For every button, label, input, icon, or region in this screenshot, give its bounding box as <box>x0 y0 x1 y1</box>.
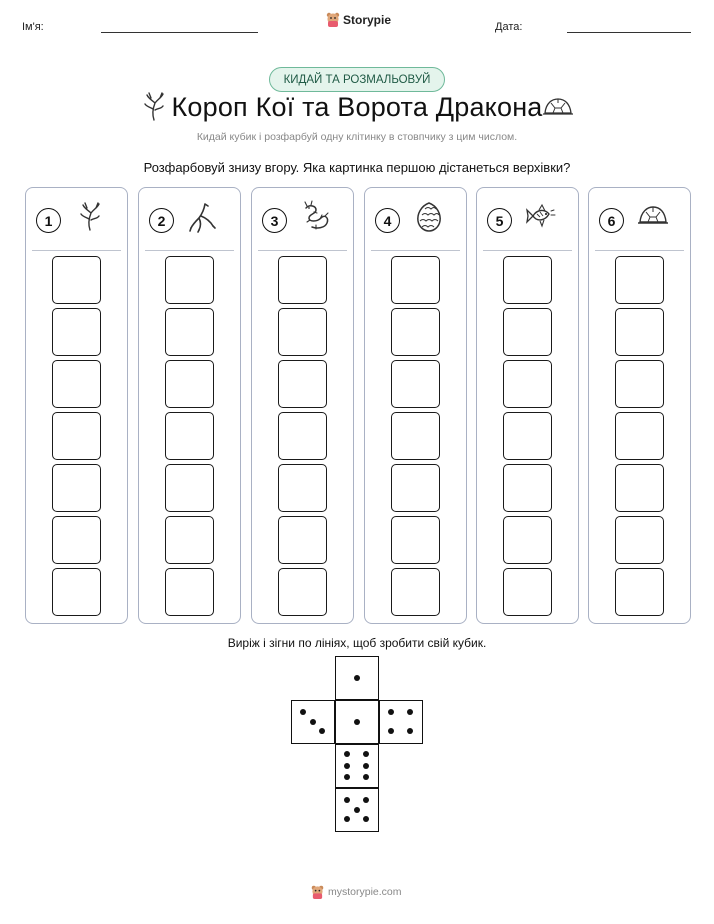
die-pip <box>300 709 306 715</box>
column-divider <box>32 250 121 251</box>
die-face-1 <box>335 656 379 700</box>
color-cell[interactable] <box>503 412 552 460</box>
die-pip <box>344 751 350 757</box>
die-pip <box>407 728 413 734</box>
column-header <box>26 188 127 250</box>
game-instruction: Розфарбовуй знизу вгору. Яка картинка першою дістанеться верхівки? <box>143 160 571 175</box>
column-number: 3 <box>262 208 287 233</box>
color-cell[interactable] <box>503 568 552 616</box>
color-cell[interactable] <box>165 412 214 460</box>
color-cell[interactable] <box>165 516 214 564</box>
column-number: 1 <box>36 208 61 233</box>
die-pip <box>319 728 325 734</box>
bear-mascot-icon <box>311 885 324 899</box>
color-cell[interactable] <box>615 360 664 408</box>
color-cell[interactable] <box>278 360 327 408</box>
dragon-icon <box>299 200 333 239</box>
color-cell[interactable] <box>615 568 664 616</box>
color-cell[interactable] <box>52 308 101 356</box>
column-divider <box>145 250 234 251</box>
die-face-3 <box>291 700 335 744</box>
dragon-claw-icon <box>186 200 220 239</box>
color-cell[interactable] <box>52 464 101 512</box>
column-number: 4 <box>375 208 400 233</box>
die-pip <box>388 728 394 734</box>
color-cell[interactable] <box>503 308 552 356</box>
column-2 <box>138 187 241 624</box>
color-cell[interactable] <box>615 464 664 512</box>
page-subtitle: Кидай кубик і розфарбуй одну клітинку в стовпчику з цим числом. <box>196 131 518 143</box>
die-pip <box>344 797 350 803</box>
die-pip <box>354 719 360 725</box>
color-cell[interactable] <box>615 256 664 304</box>
color-cell[interactable] <box>52 256 101 304</box>
column-divider <box>371 250 460 251</box>
color-cell[interactable] <box>52 360 101 408</box>
column-divider <box>595 250 684 251</box>
column-header <box>589 188 690 250</box>
color-cell[interactable] <box>165 568 214 616</box>
color-cell[interactable] <box>503 360 552 408</box>
footer-url[interactable]: mystorypie.com <box>328 886 402 898</box>
date-label: Дата: <box>495 21 523 33</box>
page-title: Короп Кої та Ворота Дракона <box>171 92 543 122</box>
color-cell[interactable] <box>165 256 214 304</box>
footer <box>311 885 402 899</box>
die-pip <box>344 774 350 780</box>
color-cell[interactable] <box>615 516 664 564</box>
date-line[interactable] <box>567 32 691 33</box>
color-cell[interactable] <box>52 412 101 460</box>
name-line[interactable] <box>101 32 258 33</box>
column-number: 5 <box>487 208 512 233</box>
color-cell[interactable] <box>165 464 214 512</box>
color-cell[interactable] <box>52 568 101 616</box>
die-face-1 <box>335 700 379 744</box>
cut-instruction: Виріж і зігни по лініях, щоб зробити свій кубик. <box>227 636 487 650</box>
color-cell[interactable] <box>503 516 552 564</box>
color-cell[interactable] <box>615 308 664 356</box>
color-cell[interactable] <box>391 516 440 564</box>
column-divider <box>483 250 572 251</box>
deer-antler-icon <box>73 200 107 239</box>
color-cell[interactable] <box>391 360 440 408</box>
color-cell[interactable] <box>165 308 214 356</box>
dragon-scale-icon <box>412 200 446 239</box>
column-header <box>365 188 466 250</box>
die-pip <box>363 774 369 780</box>
color-cell[interactable] <box>391 412 440 460</box>
color-cell[interactable] <box>503 464 552 512</box>
die-pip <box>344 816 350 822</box>
color-cell[interactable] <box>615 412 664 460</box>
die-pip <box>363 797 369 803</box>
column-4 <box>364 187 467 624</box>
bear-mascot-icon <box>326 12 340 27</box>
die-pip <box>354 675 360 681</box>
brand-name: Storypie <box>343 12 392 27</box>
die-pip <box>363 816 369 822</box>
color-cell[interactable] <box>391 256 440 304</box>
color-cell[interactable] <box>278 308 327 356</box>
die-pip <box>344 763 350 769</box>
die-pip <box>407 709 413 715</box>
die-face-5 <box>335 788 379 832</box>
die-pip <box>363 751 369 757</box>
column-divider <box>258 250 347 251</box>
column-number: 6 <box>599 208 624 233</box>
turtle-shell-icon <box>636 200 670 239</box>
die-face-6 <box>335 744 379 788</box>
column-header <box>477 188 578 250</box>
color-cell[interactable] <box>503 256 552 304</box>
brand-logo <box>326 12 391 27</box>
color-cell[interactable] <box>52 516 101 564</box>
activity-badge: КИДАЙ ТА РОЗМАЛЬОВУЙ <box>269 67 445 92</box>
color-cell[interactable] <box>278 464 327 512</box>
color-cell[interactable] <box>391 568 440 616</box>
color-cell[interactable] <box>165 360 214 408</box>
die-pip <box>310 719 316 725</box>
color-cell[interactable] <box>278 412 327 460</box>
column-6 <box>588 187 691 624</box>
name-label: Ім'я: <box>22 21 44 33</box>
color-cell[interactable] <box>391 464 440 512</box>
color-cell[interactable] <box>391 308 440 356</box>
die-pip <box>388 709 394 715</box>
goldfish-icon <box>524 200 558 239</box>
column-header <box>139 188 240 250</box>
column-number: 2 <box>149 208 174 233</box>
color-cell[interactable] <box>278 568 327 616</box>
die-face-4 <box>379 700 423 744</box>
turtle-shell-icon <box>542 96 574 118</box>
color-cell[interactable] <box>278 256 327 304</box>
die-pip <box>363 763 369 769</box>
column-3 <box>251 187 354 624</box>
column-5 <box>476 187 579 624</box>
color-cell[interactable] <box>278 516 327 564</box>
die-pip <box>354 807 360 813</box>
column-header <box>252 188 353 250</box>
column-1 <box>25 187 128 624</box>
